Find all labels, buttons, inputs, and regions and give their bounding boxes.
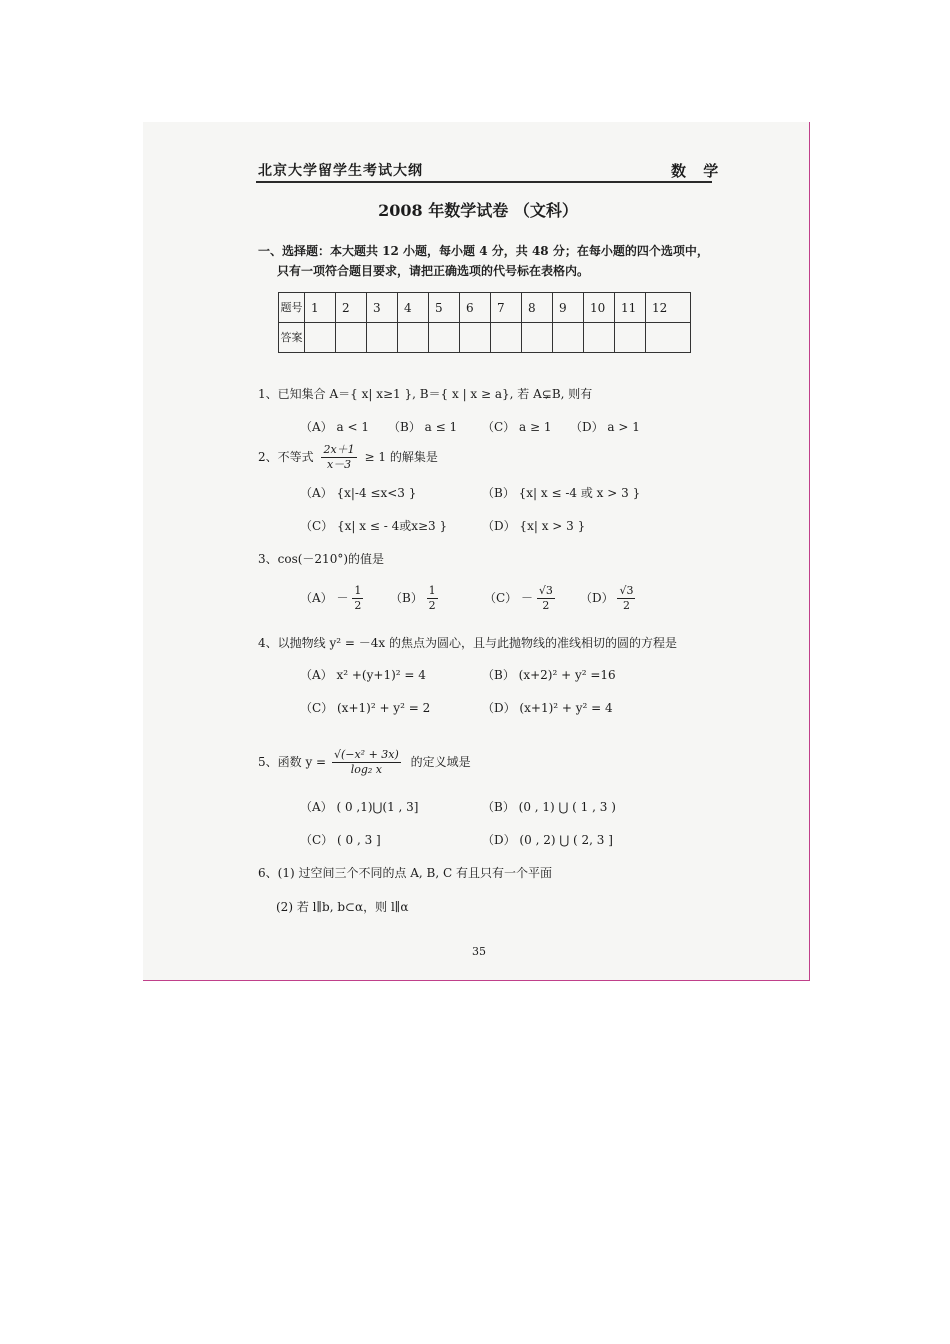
question-number-cell: 12	[646, 293, 691, 323]
question-5-option-d: （D） (0 , 2) ⋃ ( 2, 3 ]	[482, 833, 613, 847]
question-5-fraction	[332, 748, 401, 777]
question-2-lead: 2、不等式	[258, 450, 314, 464]
option-fraction	[427, 584, 438, 613]
answer-cell[interactable]	[367, 323, 398, 353]
question-3-option-c	[484, 584, 555, 613]
question-1-option-d: （D） a > 1	[570, 420, 640, 434]
question-5-tail: 的定义域是	[410, 755, 471, 769]
question-3-option-a	[300, 584, 363, 613]
answer-table-number-row	[279, 293, 691, 323]
answer-table	[278, 292, 691, 353]
answer-cell[interactable]	[491, 323, 522, 353]
fraction-numerator: 1	[428, 584, 436, 597]
instructions-line-1: 一、选择题：本大题共 12 小题，每小题 4 分，共 48 分；在每小题的四个选项中，	[258, 244, 709, 258]
fraction-numerator: 2x＋1	[323, 443, 355, 456]
question-number-cell: 9	[553, 293, 584, 323]
question-number-cell: 3	[367, 293, 398, 323]
question-6-line-1: 6、(1) 过空间三个不同的点 A, B, C 有且只有一个平面	[258, 866, 553, 880]
question-5-stem	[258, 748, 471, 777]
question-4-option-a: （A） x² +(y+1)² = 4	[300, 668, 426, 682]
question-number-cell: 6	[460, 293, 491, 323]
question-1-stem: 1、已知集合 A＝{ x| x≥1 }, B＝{ x | x ≥ a}, 若 A⊊B, 则有	[258, 387, 593, 401]
question-4-option-c: （C） (x+1)² + y² = 2	[300, 701, 431, 715]
option-fraction	[617, 584, 635, 613]
question-2-tail: ≥ 1 的解集是	[364, 450, 438, 464]
row-header-answer: 答案	[279, 323, 305, 353]
question-4-option-d: （D） (x+1)² + y² = 4	[482, 701, 613, 715]
option-label: （A） －	[300, 591, 349, 605]
answer-cell[interactable]	[584, 323, 615, 353]
question-4-stem: 4、以抛物线 y² = －4x 的焦点为圆心，且与此抛物线的准线相切的圆的方程是	[258, 636, 677, 650]
question-1-option-c: （C） a ≥ 1	[482, 420, 552, 434]
header-rule	[256, 181, 712, 183]
fraction-denominator: log₂ x	[350, 763, 382, 776]
fraction-denominator: 2	[354, 599, 362, 612]
fraction-numerator: √3	[619, 584, 634, 597]
question-5-option-b: （B） (0 , 1) ⋃ ( 1 , 3 )	[482, 800, 616, 814]
fraction-numerator: √3	[538, 584, 553, 597]
question-number-cell: 7	[491, 293, 522, 323]
instructions-line-2: 只有一项符合题目要求，请把正确选项的代号标在表格内。	[277, 264, 590, 278]
section-instructions	[258, 241, 718, 281]
fraction-denominator: 2	[542, 599, 550, 612]
question-3-option-b	[390, 584, 438, 613]
question-2-fraction	[321, 443, 356, 472]
question-3-stem: 3、cos(－210°)的值是	[258, 552, 385, 566]
question-2-option-d: （D） {x| x > 3 }	[482, 519, 586, 533]
exam-title: 2008 年数学试卷 （文科）	[378, 201, 578, 220]
question-number-cell: 4	[398, 293, 429, 323]
answer-cell[interactable]	[615, 323, 646, 353]
fraction-numerator: 1	[354, 584, 362, 597]
answer-cell[interactable]	[398, 323, 429, 353]
question-5-lead: 5、函数 y =	[258, 755, 327, 769]
question-6-line-2: (2) 若 l∥b, b⊂α，则 l∥α	[276, 900, 409, 914]
answer-cell[interactable]	[305, 323, 336, 353]
answer-cell[interactable]	[460, 323, 491, 353]
option-label: （C） －	[484, 591, 533, 605]
option-label: （D）	[580, 591, 614, 605]
question-1-option-a: （A） a < 1	[300, 420, 369, 434]
fraction-numerator: √(−x² + 3x)	[333, 748, 399, 761]
book-title: 北京大学留学生考试大纲	[258, 163, 423, 179]
question-1-option-b: （B） a ≤ 1	[388, 420, 458, 434]
question-5-option-c: （C） ( 0 , 3 ]	[300, 833, 381, 847]
question-number-cell: 1	[305, 293, 336, 323]
option-label: （B）	[390, 591, 423, 605]
fraction-denominator: 2	[622, 599, 630, 612]
answer-table-answer-row	[279, 323, 691, 353]
question-2-option-b: （B） {x| x ≤ -4 或 x > 3 }	[482, 486, 641, 500]
question-2-option-a: （A） {x|-4 ≤x<3 }	[300, 486, 417, 500]
row-header-question-number: 题号	[279, 293, 305, 323]
fraction-denominator: 2	[428, 599, 436, 612]
question-5-option-a: （A） ( 0 ,1)⋃(1 , 3]	[300, 800, 419, 814]
answer-cell[interactable]	[553, 323, 584, 353]
page-edge-bottom	[143, 980, 810, 981]
question-number-cell: 10	[584, 293, 615, 323]
question-2-stem	[258, 443, 438, 472]
answer-cell[interactable]	[336, 323, 367, 353]
page-number: 35	[472, 945, 486, 958]
page-edge-right	[809, 122, 810, 980]
option-fraction	[537, 584, 555, 613]
question-2-option-c: （C） {x| x ≤ - 4或x≥3 }	[300, 519, 448, 533]
question-number-cell: 5	[429, 293, 460, 323]
subject-label: 数 学	[671, 162, 725, 180]
question-3-option-d	[580, 584, 635, 613]
option-fraction	[352, 584, 363, 613]
question-number-cell: 11	[615, 293, 646, 323]
answer-cell[interactable]	[522, 323, 553, 353]
fraction-denominator: x－3	[326, 458, 352, 471]
question-4-option-b: （B） (x+2)² + y² =16	[482, 668, 616, 682]
question-number-cell: 2	[336, 293, 367, 323]
answer-cell[interactable]	[646, 323, 691, 353]
question-number-cell: 8	[522, 293, 553, 323]
answer-cell[interactable]	[429, 323, 460, 353]
